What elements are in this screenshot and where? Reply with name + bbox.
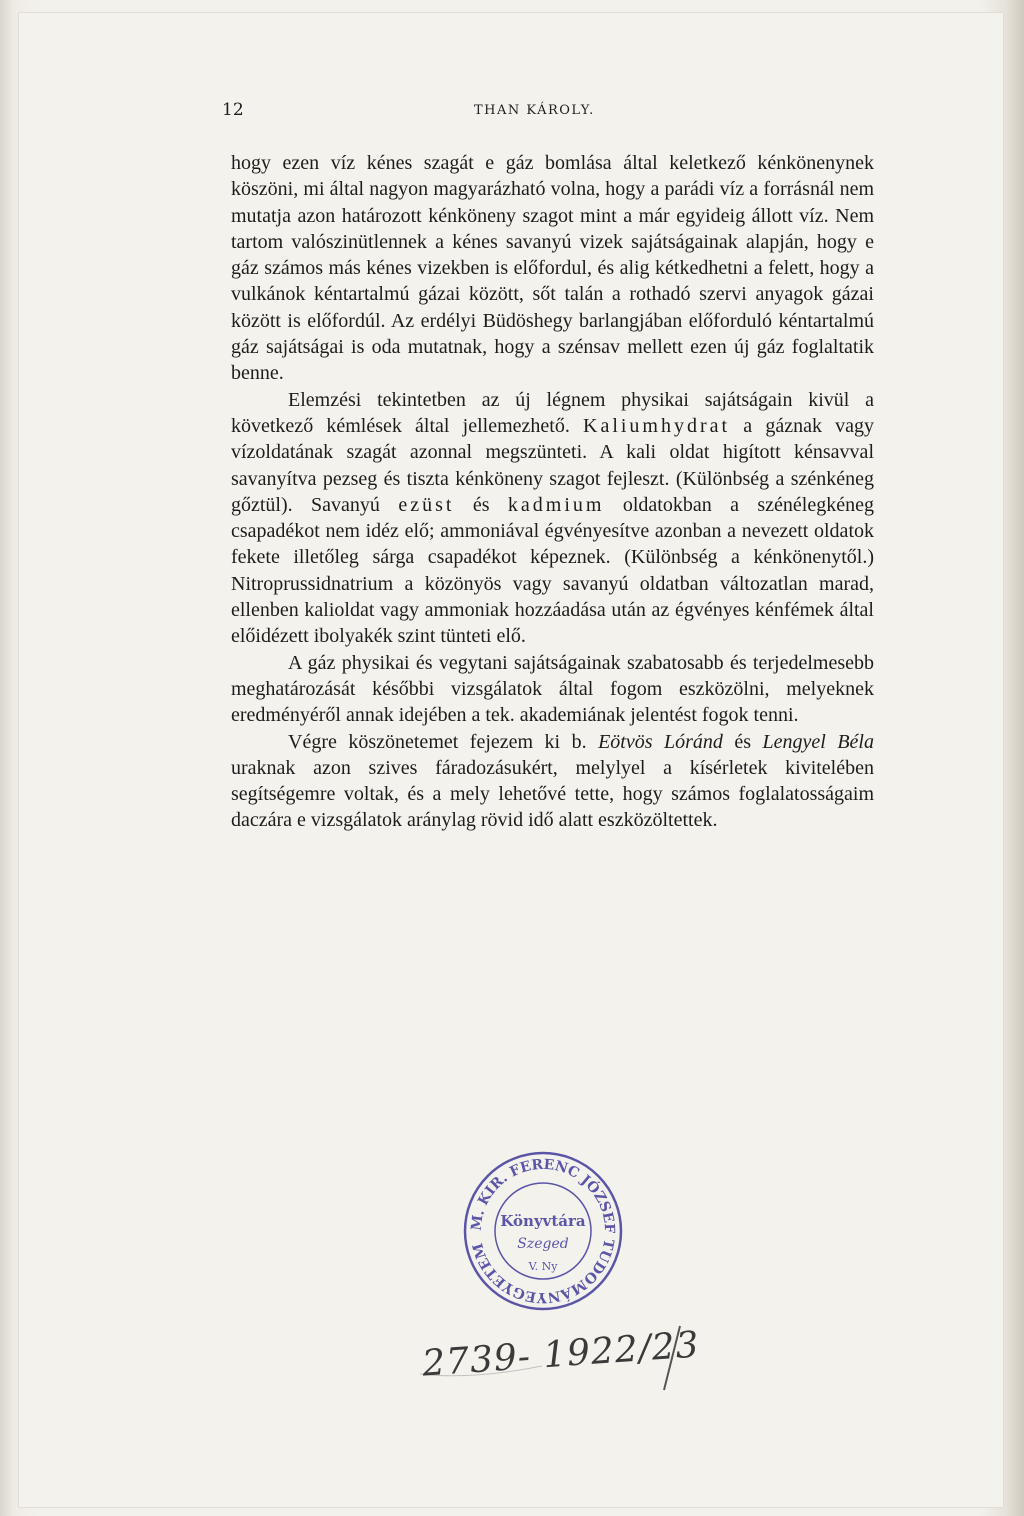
stamp-outer-ring — [465, 1153, 621, 1309]
stamp-center-line1: Könyvtára — [500, 1212, 586, 1230]
paragraph-3: A gáz physikai és vegytani sajátságainak szabatosabb és terjedelmesebb meghatározását későbbi vizsgálatok által fogom eszközölni, melyeknek eredményéről annak idejében a tek. akademiának jelentést fogok tenni. — [231, 651, 874, 727]
stamp-ring-text: M. KIR. FERENC JÓZSEF TUDOMÁNYEGYETEM — [468, 1156, 618, 1306]
paragraph-4-text-c: uraknak azon szives fáradozásukért, melylyel a kísérletek kivitelében segítségemre voltak, és a mely lehetővé tette, hogy számos foglalatosságaim daczára e vizsgálatok aránylag rövid idő alatt eszközöltettek. — [231, 756, 874, 832]
handwritten-signature — [412, 1320, 712, 1400]
name-lengyel: Lengyel Béla — [762, 730, 874, 753]
paragraph-2 — [231, 387, 874, 650]
running-head: THAN KÁROLY. — [474, 103, 595, 118]
paragraph-2-text-d: oldatokban a szénélegkéneg csapadékot nem idéz elő; ammoniával égvényesítve azonban a nevezett oldatok fekete illetőleg sárga csapadékot képeznek. (Különbség a kénkönenytől.) Nitroprussidnatrium a közönyös vagy savanyú oldatban változatlan marad, ellenben kalioldat vagy ammoniak hozzáadása után az égvényes kénfémek által előidézett ibolyakék szint tünteti elő. — [231, 493, 874, 648]
name-eotvos: Eötvös Lóránd — [598, 730, 723, 753]
paragraph-1: hogy ezen víz kénes szagát e gáz bomlása által keletkező kénkönenynek köszöni, mi által nagyon magyarázható volna, hogy a parádi víz a forrásnál nem mutatja azon határozott kénköneny szagot mint a már egyideig állott víz. Nem tartom valószinütlennek a kénes savanyú vizek sajátságainak alapján, hogy e gáz számos más kénes vizekben is előfordul, és alig kétkedhetni a felett, hogy a vulkánok kéntartalmú gázai között, sőt talán a rothadó szervi anyagok gázai között is előfordúl. Az erdélyi Büdöshegy barlangjában előforduló kéntartalmú gáz sajátságai is oda mutatnak, hogy a szénsav mellett ezen új gáz foglaltatik benne. — [231, 152, 874, 385]
signature-text: 2739- 1922/23 — [420, 1324, 701, 1385]
term-kaliumhydrat: Kaliumhydrat — [583, 414, 731, 437]
paragraph-4-text-a: Végre köszönetemet fejezem ki b. — [288, 730, 599, 753]
body-text — [231, 150, 874, 834]
term-ezust: ezüst — [398, 493, 455, 516]
stamp-center-line2: Szeged — [517, 1236, 569, 1252]
term-kadmium: kadmium — [507, 493, 605, 516]
paragraph-4-text-b: és — [722, 730, 763, 753]
paragraph-2-text-b: a gáznak vagy vízoldatának szagát azonnal megszünteti. A kali oldat higított kénsavval savanyítva pezseg és tiszta kénköneny szagot fejleszt. (Különbség a szénkéneg gőztül). Savanyú — [231, 414, 874, 516]
paragraph-2-text-a: Elemzési tekintetben az új légnem physikai sajátságain kivül a következő kémlések által jellemezhető. — [231, 388, 874, 437]
library-stamp — [458, 1146, 628, 1316]
page-header — [222, 100, 872, 124]
paragraph-4 — [231, 729, 874, 834]
stamp-initials: V. Ny — [528, 1260, 558, 1273]
paragraph-2-text-c: és — [454, 493, 508, 516]
page-number: 12 — [222, 100, 244, 120]
